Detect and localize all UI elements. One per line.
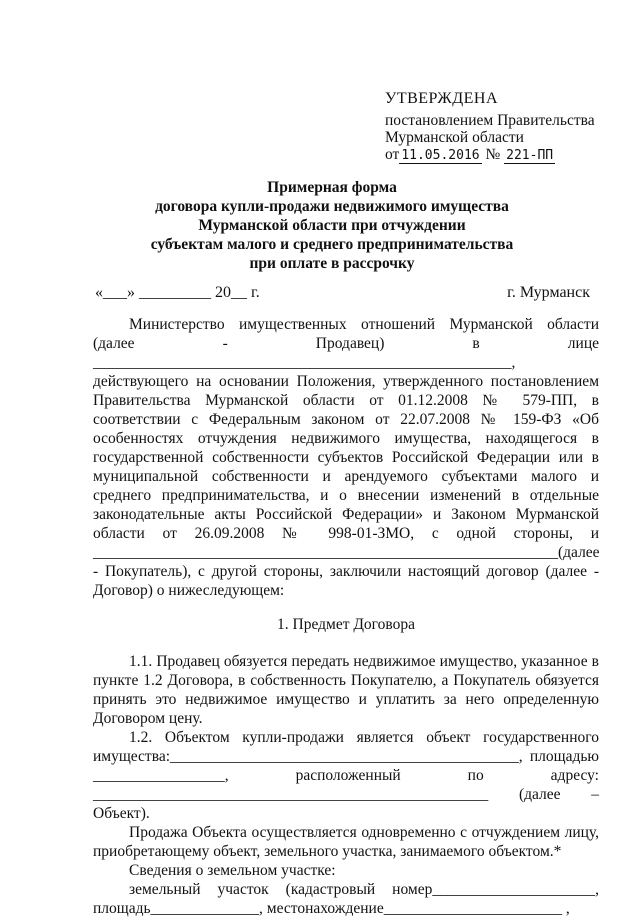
land-heading: Сведения о земельном участке: bbox=[129, 862, 336, 879]
title-line: субъектам малого и среднего предпринимательства bbox=[150, 236, 514, 253]
title-line: Примерная форма bbox=[267, 179, 397, 196]
intro-paragraph: Министерство имущественных отношений Мурманской области (далее - Продавец) в лице ______________________________________________________, действующего на основании Положения, утвержденного постановлением Правительства Мурманской области от 01.12.2008 № 579-ПП, в соответствии с Федеральным законом от 22.07.2008 № 159-ФЗ «Об особенностях отчуждения недвижимого имущества, находящегося в государственной собственности субъектов Российской Федерации или в муниципальной собственности и арендуемого субъектами малого и среднего предпринимательства, и о внесении изменений в отдельные законодательные акты Российской Федерации» и Законом Мурманской области от 26.09.2008 № 998-01-ЗМО, с одной стороны, и ____________________________________________________________(далее - Покупатель), с другой стороны, заключили настоящий договор (далее - Договор) о нижеследующем: bbox=[93, 316, 600, 599]
date-city-line bbox=[95, 284, 590, 302]
sale-paragraph: Продажа Объекта осуществляется одновременно с отчуждением лицу, приобретающему объект, земельного участка, занимаемого объектом.* bbox=[93, 824, 599, 860]
clause-1-2: 1.2. Объектом купли-продажи является объект государственного имущества:_____________________________________________, площадью _________________, расположенный по адресу: ___________________________________________________ (далее – Объект). bbox=[93, 729, 599, 822]
title-line: договора купли-продажи недвижимого имущества bbox=[155, 198, 509, 215]
section-heading: 1. Предмет Договора bbox=[277, 616, 415, 633]
clause-1-1: 1.1. Продавец обязуется передать недвижимое имущество, указанное в пункте 1.2 Договора, в собственность Покупателю, а Покупатель обязуется принять это недвижимое имущество и уплатить за него определенную Договором цену. bbox=[93, 653, 599, 727]
title-line: Мурманской области при отчуждении bbox=[198, 217, 466, 234]
contract-body bbox=[93, 315, 599, 918]
approval-number: 221-ПП bbox=[506, 148, 554, 163]
title-line: при оплате в рассрочку bbox=[249, 255, 415, 272]
approval-line-2: Мурманской области bbox=[385, 129, 524, 146]
approval-date-line bbox=[385, 146, 595, 164]
contract-city: г. Мурманск bbox=[507, 284, 590, 301]
document-title bbox=[92, 178, 572, 273]
land-paragraph: земельный участок (кадастровый номер_____________________, площадь______________, местонахождение_______________________ , bbox=[93, 881, 599, 917]
approval-heading: УТВЕРЖДЕНА bbox=[385, 90, 499, 107]
number-prefix: № bbox=[485, 146, 501, 163]
date-prefix: от bbox=[385, 146, 400, 163]
approval-stamp bbox=[385, 90, 595, 164]
contract-date-placeholder: «___» _________ 20__ г. bbox=[95, 284, 260, 301]
approval-line-1: постановлением Правительства bbox=[385, 112, 595, 129]
approval-date: 11.05.2016 bbox=[401, 148, 480, 163]
